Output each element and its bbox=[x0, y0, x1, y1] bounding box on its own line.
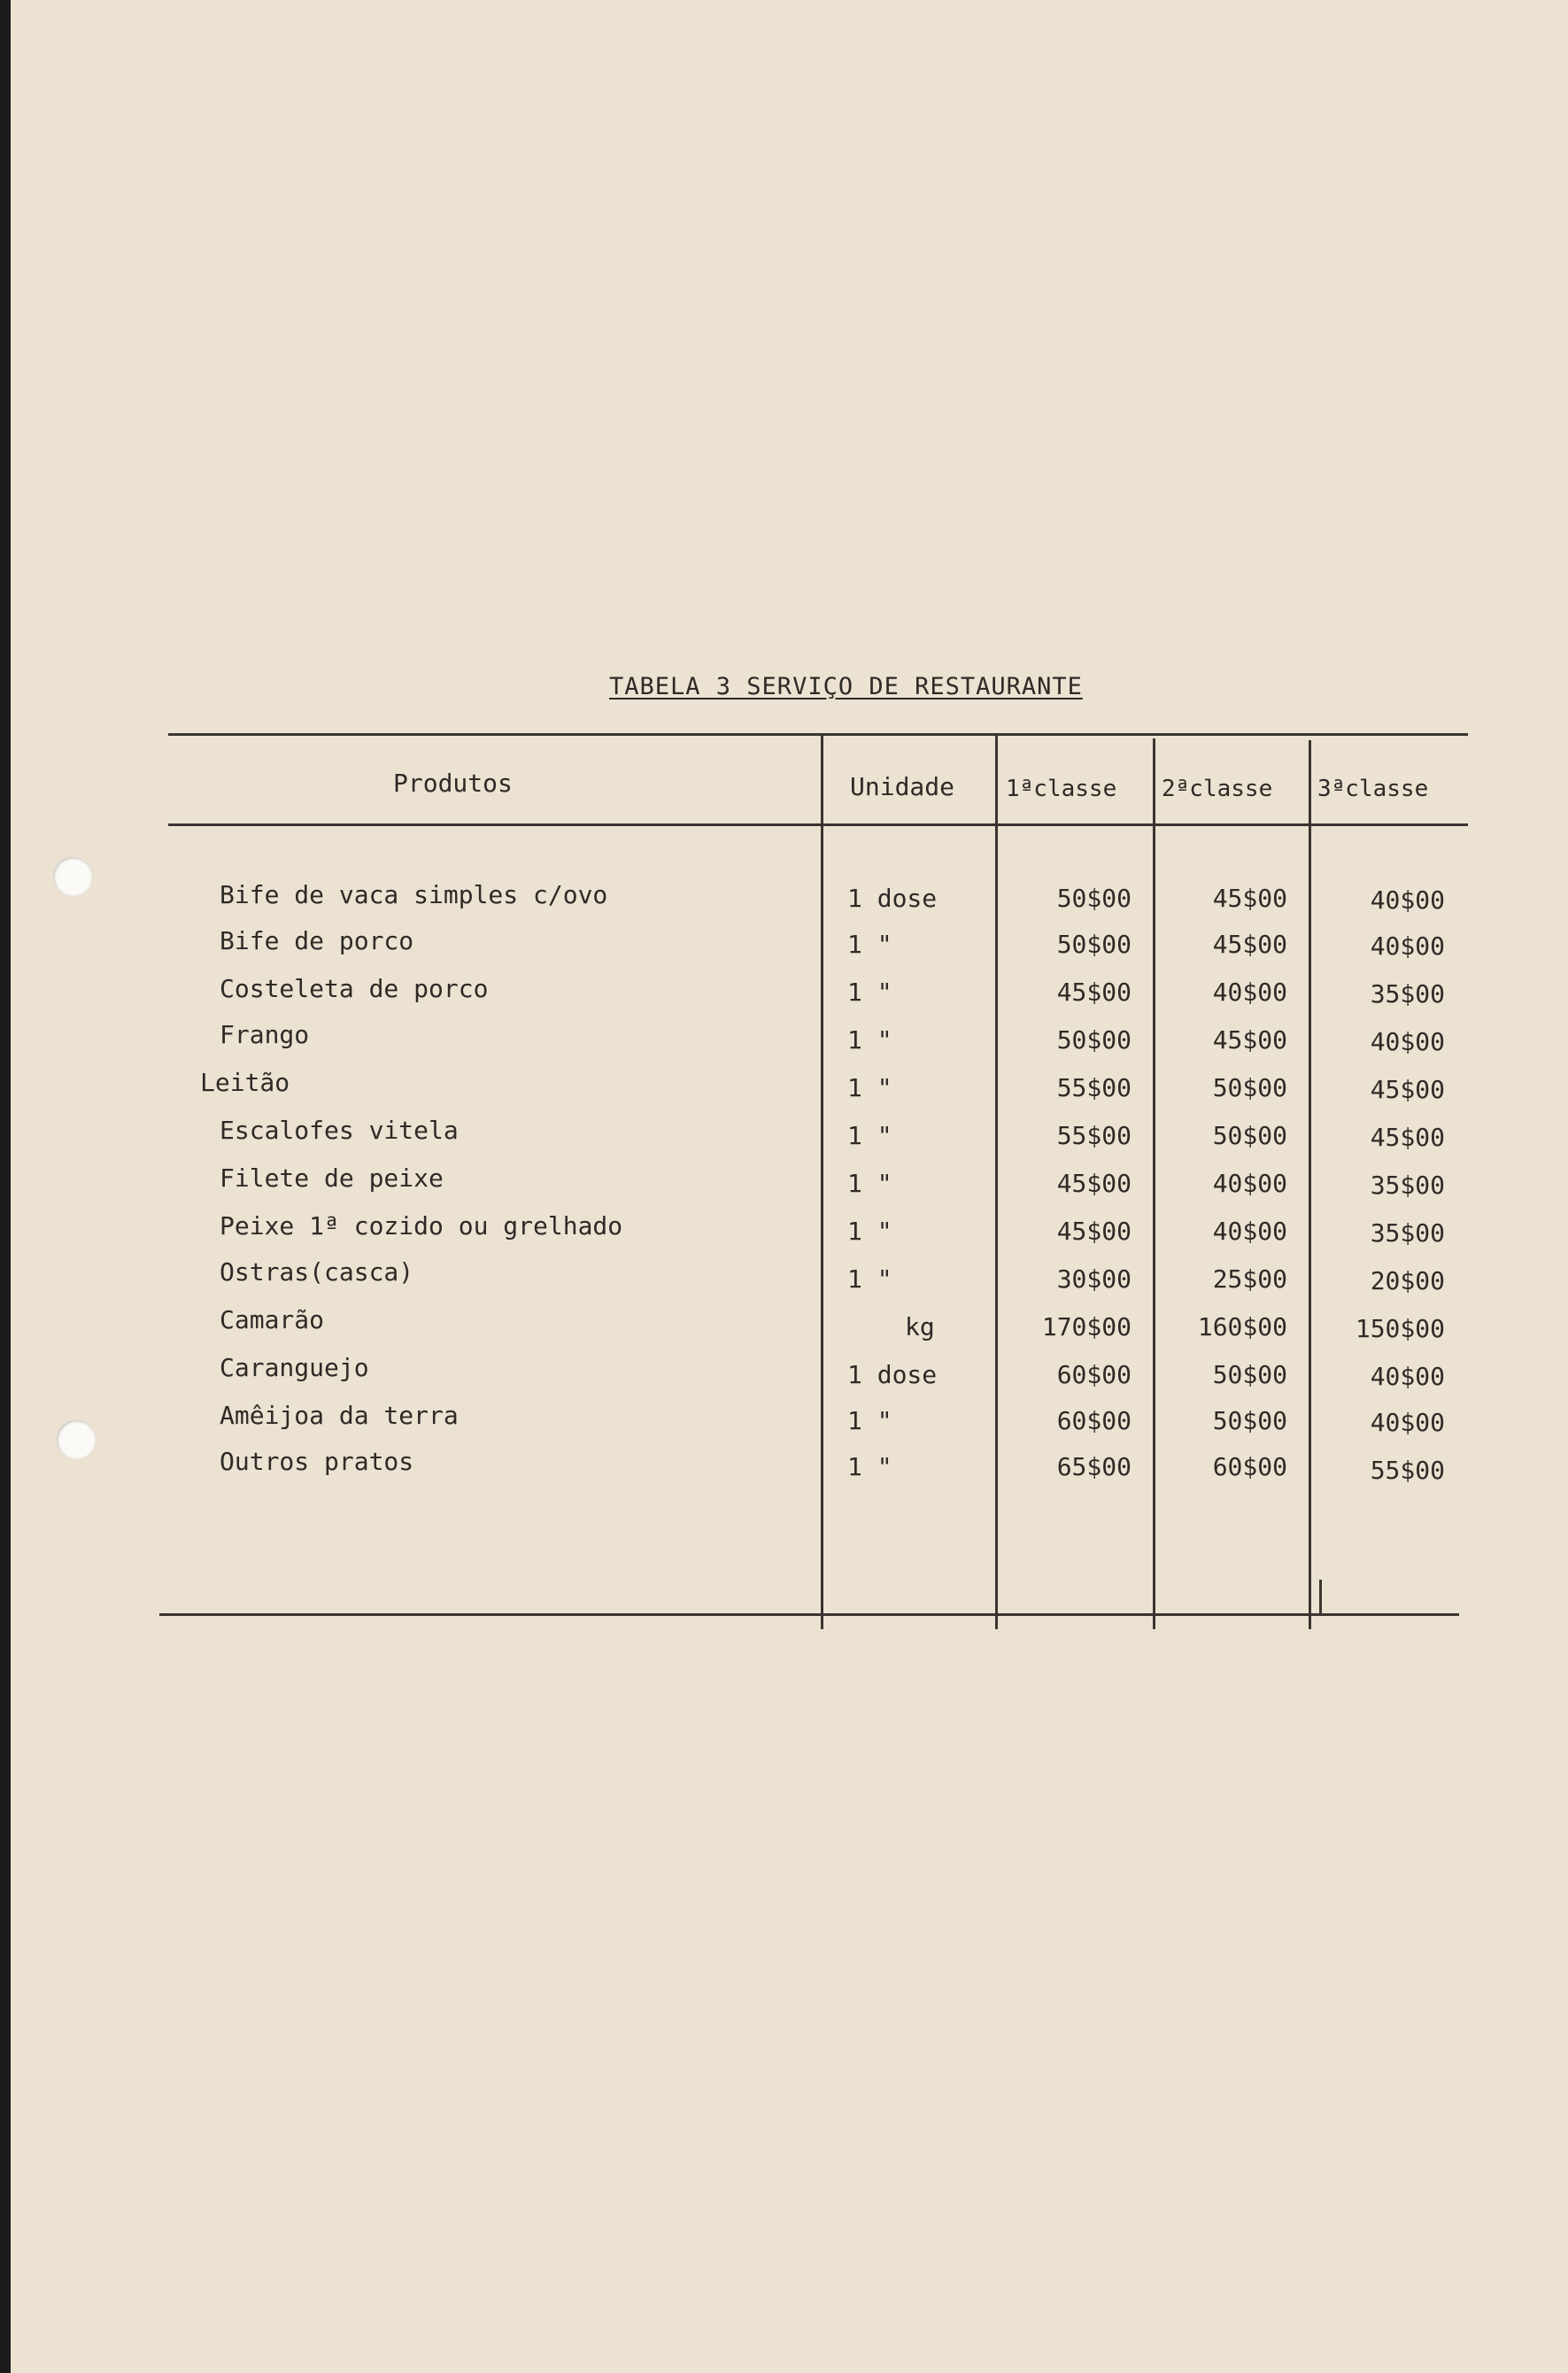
row-5-produto: Leitão bbox=[200, 1068, 290, 1097]
row-8-produto: Peixe 1ª cozido ou grelhado bbox=[220, 1211, 623, 1241]
row-3-produto: Costeleta de porco bbox=[220, 974, 489, 1003]
row-13-produto: Outros pratos bbox=[220, 1447, 414, 1476]
header-classe2: 2ªclasse bbox=[1162, 776, 1273, 802]
row-2-classe3: 40$00 bbox=[1370, 931, 1445, 961]
row-10-classe1: 170$00 bbox=[1041, 1312, 1132, 1341]
row-10-classe2: 160$00 bbox=[1197, 1312, 1287, 1341]
header-classe1: 1ªclasse bbox=[1006, 776, 1117, 802]
column-divider-classe3 bbox=[1309, 740, 1311, 1629]
row-3-unidade: 1 " bbox=[847, 978, 892, 1007]
row-6-produto: Escalofes vitela bbox=[220, 1116, 459, 1145]
row-12-classe2: 50$00 bbox=[1212, 1406, 1287, 1435]
row-9-classe3: 20$00 bbox=[1370, 1266, 1445, 1295]
row-13-classe3: 55$00 bbox=[1370, 1456, 1445, 1485]
row-11-classe2: 50$00 bbox=[1212, 1360, 1287, 1389]
row-3-classe3: 35$00 bbox=[1370, 979, 1445, 1009]
column-divider-unidade bbox=[821, 735, 823, 1629]
row-4-classe1: 50$00 bbox=[1056, 1025, 1132, 1055]
row-5-unidade: 1 " bbox=[847, 1073, 892, 1102]
row-2-produto: Bife de porco bbox=[220, 926, 414, 955]
header-unidade: Unidade bbox=[850, 772, 955, 801]
row-4-classe2: 45$00 bbox=[1212, 1025, 1287, 1055]
punch-hole-bottom bbox=[57, 1420, 96, 1459]
row-7-classe3: 35$00 bbox=[1370, 1171, 1445, 1200]
row-6-unidade: 1 " bbox=[847, 1121, 892, 1150]
row-6-classe2: 50$00 bbox=[1212, 1121, 1287, 1150]
row-10-classe3: 150$00 bbox=[1355, 1314, 1445, 1343]
punch-hole-top bbox=[53, 857, 92, 896]
row-12-classe3: 40$00 bbox=[1370, 1408, 1445, 1437]
row-1-classe3: 40$00 bbox=[1370, 885, 1445, 915]
row-11-unidade: 1 dose bbox=[847, 1360, 938, 1389]
row-4-classe3: 40$00 bbox=[1370, 1027, 1445, 1056]
row-2-classe2: 45$00 bbox=[1212, 930, 1287, 959]
row-8-unidade: 1 " bbox=[847, 1217, 892, 1246]
row-8-classe3: 35$00 bbox=[1370, 1218, 1445, 1248]
table-top-rule bbox=[168, 733, 1468, 736]
row-8-classe1: 45$00 bbox=[1056, 1217, 1132, 1246]
row-3-classe1: 45$00 bbox=[1056, 978, 1132, 1007]
row-9-classe1: 30$00 bbox=[1056, 1264, 1132, 1294]
row-5-classe1: 55$00 bbox=[1056, 1073, 1132, 1102]
row-11-produto: Caranguejo bbox=[220, 1353, 369, 1382]
row-1-unidade: 1 dose bbox=[847, 884, 938, 913]
row-4-unidade: 1 " bbox=[847, 1025, 892, 1055]
header-produtos: Produtos bbox=[393, 769, 513, 798]
row-4-produto: Frango bbox=[220, 1020, 310, 1049]
table-header-rule bbox=[168, 823, 1468, 826]
table-bottom-rule bbox=[159, 1613, 1459, 1616]
row-10-unidade: kg bbox=[905, 1312, 935, 1341]
row-7-unidade: 1 " bbox=[847, 1169, 892, 1198]
row-11-classe3: 40$00 bbox=[1370, 1362, 1445, 1391]
row-12-classe1: 60$00 bbox=[1056, 1406, 1132, 1435]
row-1-classe2: 45$00 bbox=[1212, 884, 1287, 913]
row-7-classe1: 45$00 bbox=[1056, 1169, 1132, 1198]
row-3-classe2: 40$00 bbox=[1212, 978, 1287, 1007]
row-5-classe3: 45$00 bbox=[1370, 1075, 1445, 1104]
row-5-classe2: 50$00 bbox=[1212, 1073, 1287, 1102]
row-10-produto: Camarão bbox=[220, 1305, 325, 1334]
stray-mark bbox=[1319, 1580, 1322, 1615]
row-6-classe1: 55$00 bbox=[1056, 1121, 1132, 1150]
row-12-unidade: 1 " bbox=[847, 1406, 892, 1435]
row-6-classe3: 45$00 bbox=[1370, 1123, 1445, 1152]
row-12-produto: Amêijoa da terra bbox=[220, 1401, 459, 1430]
header-classe3: 3ªclasse bbox=[1317, 776, 1429, 802]
row-7-produto: Filete de peixe bbox=[220, 1163, 444, 1193]
page-title: TABELA 3 SERVIÇO DE RESTAURANTE bbox=[609, 673, 1083, 700]
row-7-classe2: 40$00 bbox=[1212, 1169, 1287, 1198]
row-9-produto: Ostras(casca) bbox=[220, 1257, 414, 1287]
row-13-classe2: 60$00 bbox=[1212, 1452, 1287, 1481]
column-divider-classe1 bbox=[995, 735, 998, 1629]
row-9-unidade: 1 " bbox=[847, 1264, 892, 1294]
row-2-unidade: 1 " bbox=[847, 930, 892, 959]
row-13-unidade: 1 " bbox=[847, 1452, 892, 1481]
row-2-classe1: 50$00 bbox=[1056, 930, 1132, 959]
row-11-classe1: 60$00 bbox=[1056, 1360, 1132, 1389]
row-9-classe2: 25$00 bbox=[1212, 1264, 1287, 1294]
row-1-produto: Bife de vaca simples c/ovo bbox=[220, 880, 608, 909]
row-13-classe1: 65$00 bbox=[1056, 1452, 1132, 1481]
row-8-classe2: 40$00 bbox=[1212, 1217, 1287, 1246]
row-1-classe1: 50$00 bbox=[1056, 884, 1132, 913]
document-page bbox=[11, 0, 1568, 2373]
